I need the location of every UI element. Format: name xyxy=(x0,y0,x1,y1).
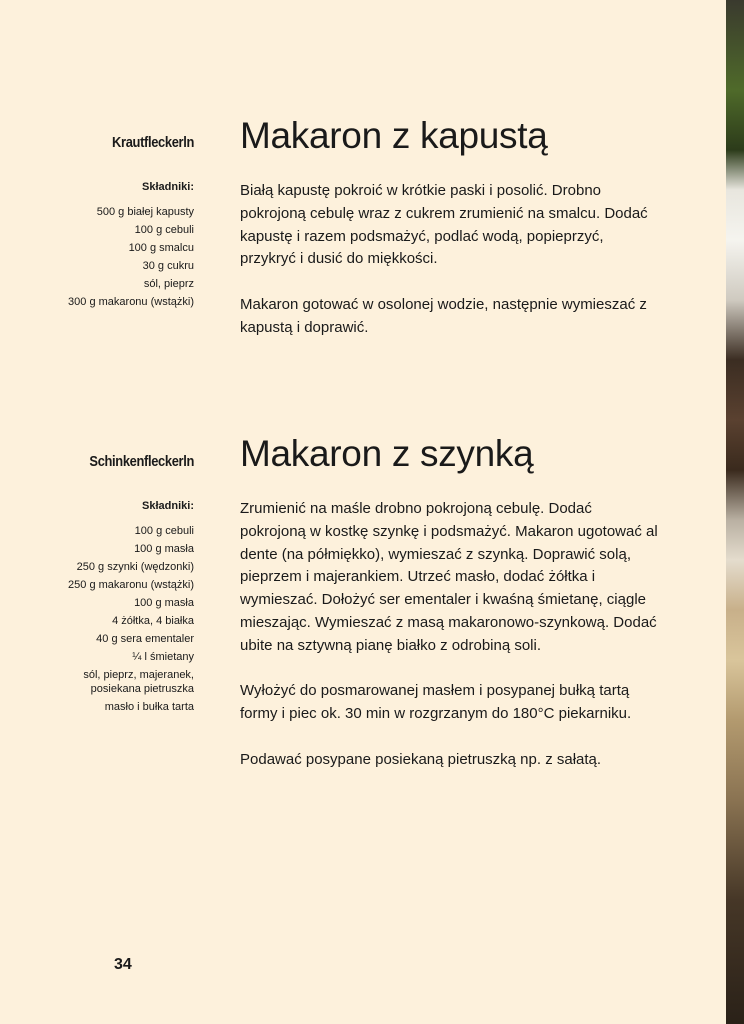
recipe-main xyxy=(240,432,660,772)
recipe-instructions xyxy=(240,498,660,772)
ingredient-item: 100 g masła xyxy=(134,597,194,609)
food-photo-edge xyxy=(726,0,744,1024)
instruction-paragraph: Podawać posypane posiekaną pietruszką np. z sałatą. xyxy=(240,750,602,768)
recipe-title: Makaron z szynką xyxy=(240,433,534,474)
ingredient-item: 100 g masła xyxy=(134,543,194,555)
recipe-instructions xyxy=(240,180,660,340)
ingredient-item: sól, pieprz xyxy=(143,278,194,290)
ingredient-item: 300 g makaronu (wstążki) xyxy=(68,296,194,308)
page-number: 34 xyxy=(114,956,132,973)
ingredients-list xyxy=(40,522,194,716)
recipe-original-name: Krautfleckerln xyxy=(112,134,194,151)
recipe-title: Makaron z kapustą xyxy=(240,115,548,156)
ingredient-item: 100 g cebuli xyxy=(134,224,194,236)
ingredient-item: 500 g białej kapusty xyxy=(96,206,194,218)
ingredient-item: 250 g szynki (wędzonki) xyxy=(76,561,194,573)
instruction-paragraph: Zrumienić na maśle drobno pokrojoną cebulę. Dodać pokrojoną w kostkę szynkę i podsmażyć. Makaron ugotować al dente (na półmiękko), wymieszać z szynką. Doprawić solą, pieprzem i majerankiem. Utrzeć masło, dodać żółtka i wymieszać. Dołożyć ser ementaler i kwaśną śmietanę, ciągle mieszając. Wymieszać z masą makaronowo-szynkową. Dodać ubite na sztywną pianę białko z odrobiną soli. xyxy=(240,500,658,654)
ingredient-item: 100 g cebuli xyxy=(134,525,194,537)
ingredients-heading: Składniki: xyxy=(142,181,194,193)
recipe-sidebar xyxy=(40,453,194,716)
recipe-main xyxy=(240,114,660,340)
ingredient-item: ¼ l śmietany xyxy=(132,651,194,663)
ingredient-item: 100 g smalcu xyxy=(128,242,194,254)
recipe-original-name: Schinkenfleckerln xyxy=(89,453,194,470)
ingredient-item: masło i bułka tarta xyxy=(104,701,194,713)
ingredient-item: sól, pieprz, majeranek, posiekana pietruszka xyxy=(83,669,194,695)
recipe-sidebar xyxy=(40,134,194,311)
instruction-paragraph: Białą kapustę pokroić w krótkie paski i posolić. Drobno pokrojoną cebulę wraz z cukrem zrumienić na smalcu. Dodać kapustę i razem podsmażyć, podlać wodą, popieprzyć, przykryć i dusić do miękkości. xyxy=(240,182,648,268)
ingredients-list xyxy=(40,203,194,311)
instruction-paragraph: Makaron gotować w osolonej wodzie, następnie wymieszać z kapustą i doprawić. xyxy=(240,295,647,336)
ingredient-item: 250 g makaronu (wstążki) xyxy=(68,579,194,591)
ingredient-item: 40 g sera ementaler xyxy=(96,633,194,645)
ingredient-item: 30 g cukru xyxy=(142,260,194,272)
ingredient-item: 4 żółtka, 4 białka xyxy=(112,615,194,627)
instruction-paragraph: Wyłożyć do posmarowanej masłem i posypanej bułką tartą formy i piec ok. 30 min w rozgrzanym do 180°C piekarniku. xyxy=(240,682,632,723)
ingredients-heading: Składniki: xyxy=(142,500,194,512)
